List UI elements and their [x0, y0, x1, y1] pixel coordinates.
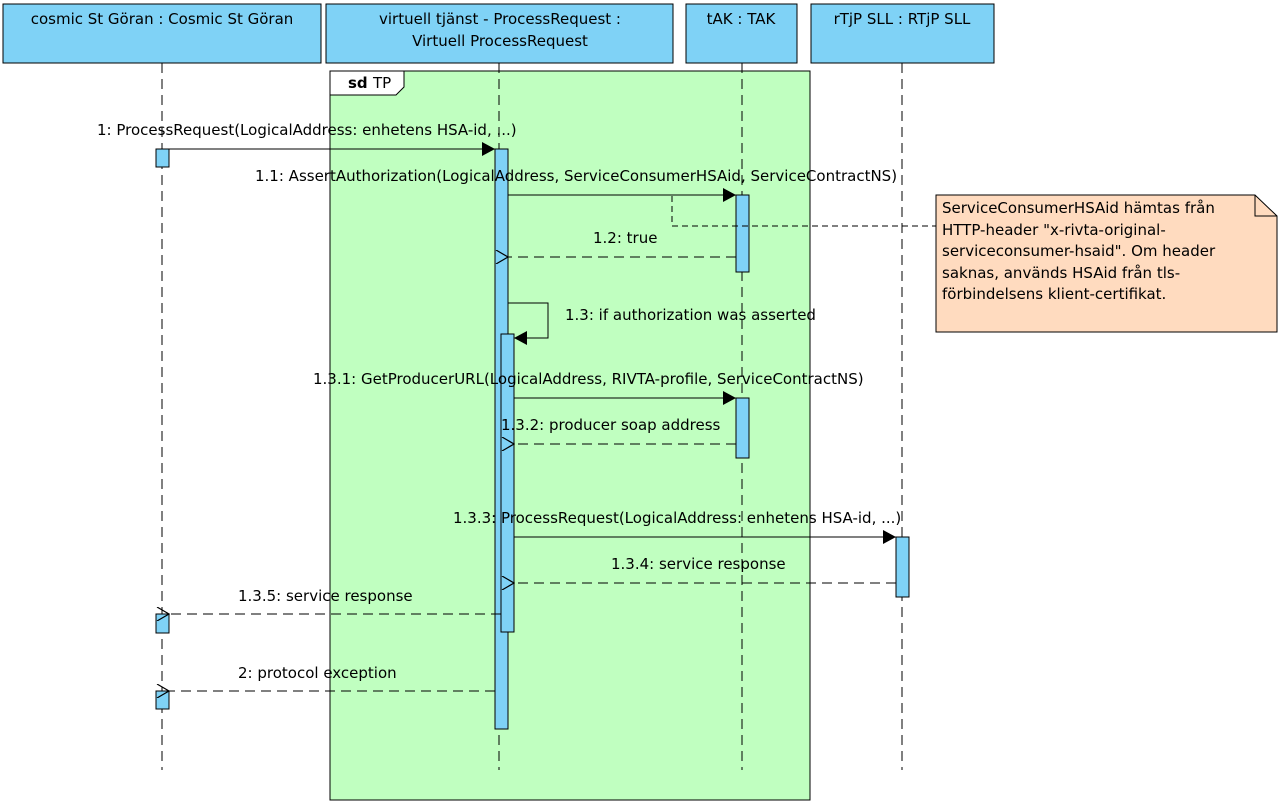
activation-cosmic-3 — [156, 691, 169, 709]
message-label: 1.1: AssertAuthorization(LogicalAddress, ServiceConsumerHSAid, ServiceContractNS) — [255, 167, 898, 185]
lifeline-heads — [3, 4, 994, 63]
activation-cosmic-2 — [156, 614, 169, 633]
fragment-name: TP — [373, 74, 392, 92]
activation-rtjp — [896, 537, 909, 597]
note-line-5: förbindelsens klient-certifikat. — [942, 285, 1167, 303]
message-label: 1.3: if authorization was asserted — [565, 306, 816, 324]
note-line-2: HTTP-header "x-rivta-original- — [942, 220, 1166, 239]
activation-tak-2 — [736, 398, 749, 458]
message-label: 1.3.4: service response — [611, 555, 786, 573]
lifeline-title-cosmic: cosmic St Göran : Cosmic St Göran — [30, 10, 294, 28]
message-label: 1.3.2: producer soap address — [501, 416, 721, 434]
note-line-3: serviceconsumer-hsaid". Om header — [942, 242, 1216, 260]
note-line-4: saknas, används HSAid från tls- — [942, 263, 1181, 282]
note-line-1: ServiceConsumerHSAid hämtas från — [942, 199, 1215, 217]
lifeline-head-tak[interactable] — [686, 4, 797, 63]
lifeline-head-cosmic[interactable] — [3, 4, 321, 63]
activation-cosmic-1 — [156, 149, 169, 167]
activation-tak-1 — [736, 195, 749, 272]
message-label: 1.3.1: GetProducerURL(LogicalAddress, RIVTA-profile, ServiceContractNS) — [313, 370, 864, 388]
lifeline-title-vt-line2: Virtuell ProcessRequest — [412, 32, 588, 50]
message-label: 2: protocol exception — [238, 664, 397, 682]
lifeline-head-rtjp[interactable] — [811, 4, 994, 63]
message-label: 1.3.5: service response — [238, 587, 413, 605]
lifeline-title-rtjp: rTjP SLL : RTjP SLL — [833, 10, 971, 28]
lifeline-title-tak: tAK : TAK — [706, 10, 776, 28]
message-label: 1.3.3: ProcessRequest(LogicalAddress: enhetens HSA-id, ...) — [453, 509, 902, 527]
note-text — [942, 198, 1274, 306]
lifeline-title-vt-line1: virtuell tjänst - ProcessRequest : — [379, 10, 621, 28]
message-label: 1: ProcessRequest(LogicalAddress: enhetens HSA-id, ...) — [97, 121, 517, 139]
message-label: 1.2: true — [593, 229, 658, 247]
lifeline-head-vt[interactable] — [326, 4, 673, 63]
fragment-keyword: sd — [348, 74, 368, 92]
